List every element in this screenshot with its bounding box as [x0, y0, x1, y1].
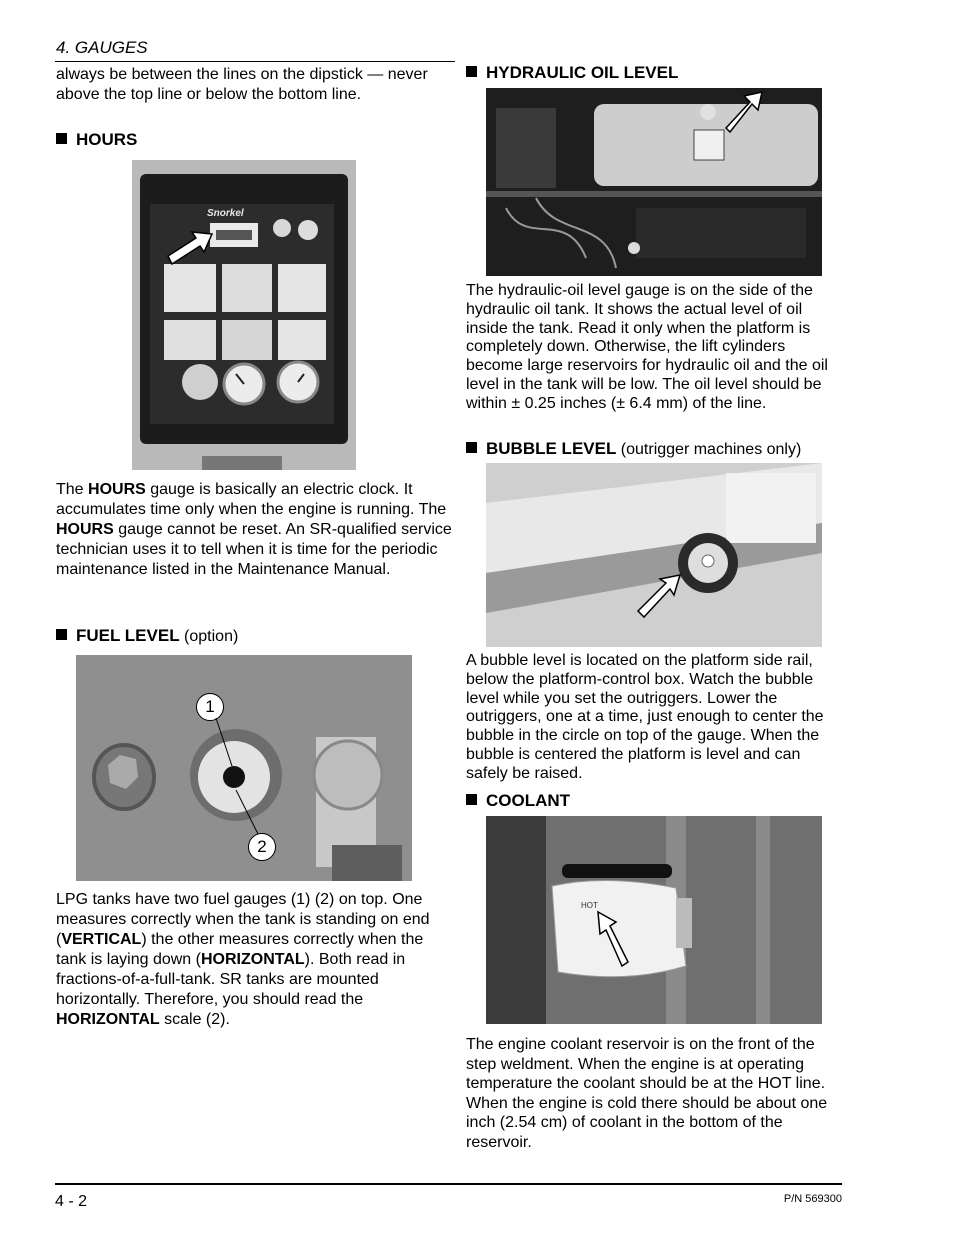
bubble-level-photo	[486, 463, 822, 647]
coolant-heading: COOLANT	[466, 791, 570, 811]
intro-paragraph: always be between the lines on the dipstick — never above the top line or below the bottom line.	[56, 66, 428, 103]
bullet-square-icon	[56, 629, 67, 640]
part-number: P/N 569300	[783, 1193, 842, 1205]
bullet-square-icon	[56, 133, 67, 144]
bubble-level-heading: BUBBLE LEVEL (outrigger machines only)	[466, 439, 801, 460]
hydraulic-oil-heading: HYDRAULIC OIL LEVEL	[466, 63, 678, 83]
hours-paragraph: The HOURS gauge is basically an electric clock. It accumulates time only when the engine is running. The HOURS gauge cannot be reset. An SR-qualified service technician uses it to tell when it is time for the periodic maintenance listed in the Maintenance Manual.	[56, 481, 452, 578]
bubble-level-paragraph: A bubble level is located on the platform side rail, below the platform-control box. Watch the bubble level while you set the outriggers. Lower the outriggers, one at a time, just enough to center the bubble in the circle on top of the gauge. When the bubble is centered the platform is level and can safely be raised.	[466, 652, 824, 782]
coolant-paragraph: The engine coolant reservoir is on the front of the step weldment. When the engine is at operating temperature the coolant should be at the HOT line. When the engine is cold there should be about one inch (2.54 cm) of coolant in the bottom of the reservoir.	[466, 1036, 828, 1151]
bullet-square-icon	[466, 442, 477, 453]
hours-photo-brand: Snorkel	[207, 208, 244, 219]
hours-heading: HOURS	[56, 130, 137, 150]
fuel-level-heading: FUEL LEVEL (option)	[56, 626, 238, 647]
hours-gauge-photo	[132, 160, 356, 470]
bullet-square-icon	[466, 66, 477, 77]
fuel-level-paragraph: LPG tanks have two fuel gauges (1) (2) on top. One measures correctly when the tank is standing on end (VERTICAL) the other measures correctly when the tank is laying down (HORIZONTAL). Both read in fractions-of-a-full-tank. SR tanks are mounted horizontally. Therefore, you should read the HORIZONTAL scale (2).	[56, 891, 430, 1028]
callout-1: 1	[196, 693, 224, 721]
callout-2: 2	[248, 833, 276, 861]
bullet-square-icon	[466, 794, 477, 805]
coolant-photo-hot-label: HOT	[581, 901, 598, 910]
header-rule	[55, 61, 455, 62]
fuel-gauge-photo	[76, 655, 412, 881]
hydraulic-oil-paragraph: The hydraulic-oil level gauge is on the side of the hydraulic oil tank. It shows the actual level of oil inside the tank. Read it only when the platform is completely down. Otherwise, the lift cylinders become large reservoirs for hydraulic oil and the oil level in the tank will be low. The oil level should be within ± 0.25 inches (± 6.4 mm) of the line.	[466, 282, 828, 412]
section-header: 4. GAUGES	[56, 38, 148, 57]
footer-rule	[55, 1183, 842, 1185]
coolant-photo	[486, 816, 822, 1024]
hydraulic-oil-photo	[486, 88, 822, 276]
page-number: 4 - 2	[55, 1193, 88, 1210]
